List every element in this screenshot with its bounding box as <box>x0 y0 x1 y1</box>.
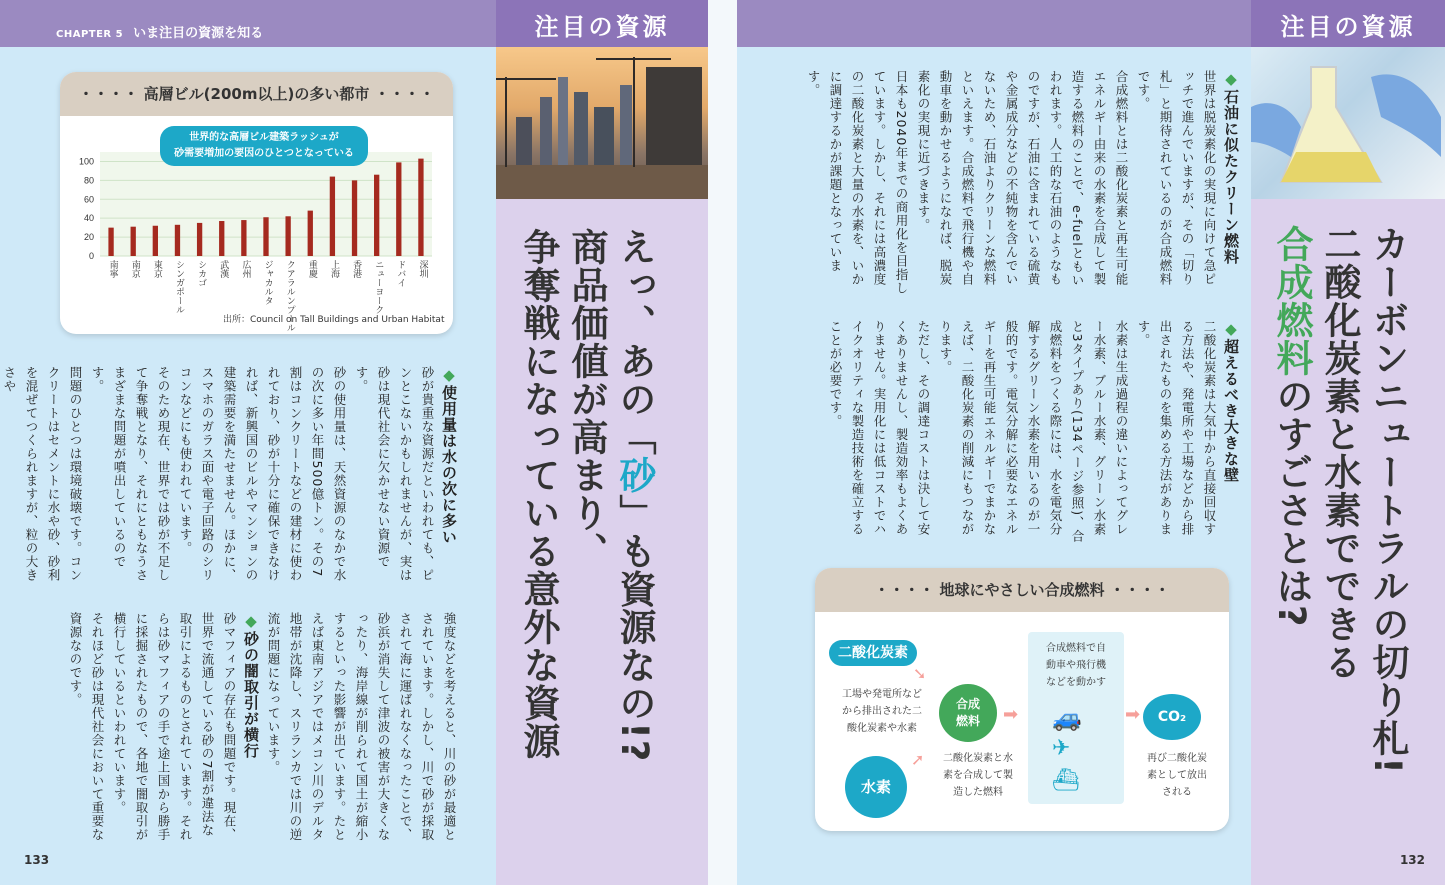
lab-flask-photo <box>1251 47 1445 199</box>
bar <box>330 177 335 256</box>
y-tick-label: 100 <box>78 156 94 167</box>
y-tick-label: 40 <box>83 213 94 224</box>
right-headline <box>1267 225 1411 865</box>
headline-part: 争奪戦になっている意外な資源 <box>517 228 560 760</box>
fuel-use-box <box>1028 632 1124 804</box>
paragraph: ただし、その調達コストは決して安くありませんし、製造効率もよくありません。実用化には低コストでハイクオリティな製造技術を確立することが必要です。 <box>828 320 931 536</box>
section-heading: ◆砂の闇取引が横行 <box>242 612 260 759</box>
paragraph: 強度などを考えると、川の砂が最適とされています。しかし、川で砂が採取されて海に運ばれなくなったことで、砂浜が消失して津波の被害が大きくなったり、海岸線が削られて国土が縮小するといった影響が出ています。たとえば東南アジアではメコン川のデルタ地帯が沈降し、スリランカでは川の逆流が問題になっています。 <box>266 612 457 842</box>
x-tick-label: 重慶 <box>306 260 317 278</box>
chart-callout <box>160 126 368 166</box>
callout-line: 砂需要増加の要因のひとつとなっている <box>174 148 354 159</box>
right-tag: 注目の資源 <box>1251 0 1445 47</box>
headline-part: カーボンニュートラルの切り札! <box>1366 225 1409 775</box>
headline-part: のすごさとは? <box>1270 377 1313 628</box>
paragraph: 問題のひとつは環境破壊です。コンクリートはセメントに水や砂、砂利を混ぜてつくられますが、粒の大きさや <box>2 366 83 582</box>
bar <box>374 175 379 256</box>
car-icon: 🚙 <box>1052 704 1082 732</box>
fuel-use-description: 合成燃料で自 動車や飛行機 などを動かす <box>1046 643 1106 688</box>
bar <box>219 221 224 256</box>
right-body-block-1 <box>806 70 1242 295</box>
right-body-block-2 <box>812 320 1242 545</box>
x-tick-label: 広州 <box>240 260 251 278</box>
callout-line: 世界的な高層ビル建築ラッシュが <box>189 132 339 143</box>
bar <box>418 159 423 256</box>
paragraph: 世界は脱炭素化の実現に向けて急ピッチで進んでいますが、その「切り札」と期待されているのが合成燃料です。 <box>1136 70 1217 286</box>
page-number: 132 <box>1399 853 1425 867</box>
paragraph: 砂が貴重な資源だといわれても、ピンとこないかもしれませんが、実は砂は現代社会に欠かせない資源です。 <box>354 366 435 582</box>
fuel-description: 二酸化炭素と水 素を合成して製 造した燃料 <box>943 753 1013 798</box>
left-tag: 注目の資源 <box>496 0 708 47</box>
release-description: 再び二酸化炭 素として放出 される <box>1147 753 1207 798</box>
arrow-icon: ➡ <box>1003 704 1019 725</box>
x-tick-label: ニューヨーク <box>373 260 384 314</box>
headline-highlight: 砂 <box>613 456 656 494</box>
section-heading: ◆超えるべき大きな壁 <box>1222 320 1240 483</box>
paragraph: そのため現在、世界では砂が不足して争奪戦となり、それにともなうさまざまな問題が噴出しているのです。 <box>90 366 171 582</box>
co2-label: 二酸化炭素 <box>829 640 917 666</box>
bar <box>108 228 113 256</box>
chart-source: 出所：Council on Tall Buildings and Urban Habitat <box>223 315 445 325</box>
paragraph: 日本も2040年までの商用化を目指しています。しかし、それには高濃度の二酸化炭素と大量の水素を、いかに調達するかが課題となっています。 <box>806 70 909 295</box>
synthetic-fuel-node: 合成 燃料 <box>939 684 997 742</box>
page-number: 133 <box>24 853 50 867</box>
x-tick-label: クアラルンプール <box>284 260 295 332</box>
x-tick-label: 南京 <box>129 260 140 278</box>
paragraph: それほど砂は現代社会において重要な資源なのです。 <box>68 612 105 842</box>
skyscraper-chart-card <box>60 72 453 334</box>
x-tick-label: 香港 <box>351 260 362 278</box>
left-page <box>0 0 708 885</box>
x-tick-label: 東京 <box>151 260 162 278</box>
headline-part: 二酸化炭素と水素でできる <box>1318 225 1361 681</box>
x-tick-label: 武漢 <box>218 260 229 278</box>
co2-description: 工場や発電所など から排出された二 酸化炭素や水素 <box>842 689 922 734</box>
y-tick-label: 60 <box>83 194 94 205</box>
bar <box>285 216 290 256</box>
ship-icon: ⛴ <box>1052 768 1080 793</box>
co2-out-node: CO₂ <box>1143 694 1201 740</box>
arrow-icon: ➡ <box>1125 704 1141 725</box>
bar <box>396 162 401 256</box>
right-page <box>737 0 1445 885</box>
x-tick-label: シカゴ <box>196 260 207 287</box>
chart-card-title: ・・・・ 高層ビル(200m以上)の多い都市 ・・・・ <box>60 72 453 116</box>
arrow-icon: ➘ <box>913 664 927 683</box>
headline-part: 」も資源なの!? <box>613 494 656 763</box>
y-tick-label: 20 <box>83 232 94 243</box>
paragraph: 砂マフィアの存在も問題です。現在、世界で流通している砂の7割が違法な取引によるものとされています。それらは砂マフィアの手で途上国から勝手に採掘されたもので、各地で闇取引が横行しているといわれています。 <box>112 612 237 842</box>
bar <box>197 223 202 256</box>
city-construction-photo <box>496 47 708 199</box>
section-heading: ◆使用量は水の次に多い <box>440 366 458 545</box>
book-gutter <box>708 0 737 885</box>
paragraph: 砂の使用量は、天然資源のなかで水の次に多い年間500億トン。その7割はコンクリートなどの建材に使われており、砂が十分に確保できなければ、新興国のビルやマンションの建築需要を満たせません。ほかに、スマホのガラス面や電子回路のシリコンなどにも使われています。 <box>178 366 347 582</box>
chapter-label <box>56 22 263 41</box>
x-tick-label: 深圳 <box>417 260 428 278</box>
headline-part: 商品価値が高まり、 <box>565 228 608 570</box>
x-tick-label: ジャカルタ <box>262 260 273 305</box>
synthetic-fuel-diagram-card <box>815 568 1229 831</box>
chapter-title: いま注目の資源を知る <box>133 26 264 41</box>
left-body-block-2 <box>60 612 460 842</box>
x-tick-label: ドバイ <box>395 260 406 287</box>
bar <box>241 220 246 256</box>
bar <box>153 226 158 256</box>
paragraph: 水素は生成過程の違いによってグレー水素、ブルー水素、グリーン水素と3タイプあり(134ページ参照)、合成燃料をつくる際には、水を電気分解するグリーン水素を用いるのが一般的です。電気分解に必要なエネルギーを再生可能エネルギーでまかなえば、二酸化炭素の削減にもつながります。 <box>938 320 1129 544</box>
section-heading: ◆石油に似たクリーン燃料 <box>1222 70 1240 265</box>
bar <box>175 225 180 256</box>
bar <box>308 211 313 256</box>
bar <box>352 180 357 256</box>
x-tick-label: 南寧 <box>107 260 118 278</box>
x-tick-label: シンガポール <box>174 260 185 314</box>
headline-part: えっ、あの「 <box>613 228 656 456</box>
left-body-block-1 <box>2 366 460 586</box>
y-tick-label: 0 <box>88 251 94 261</box>
bar <box>131 227 136 256</box>
bar <box>263 217 268 256</box>
paragraph: 二酸化炭素は大気中から直接回収する方法や、発電所や工場などから排出されたものを集める方法があります。 <box>1136 320 1217 536</box>
chapter-prefix: CHAPTER 5 <box>56 29 124 40</box>
paragraph: 合成燃料とは二酸化炭素と再生可能エネルギー由来の水素を合成して製造する燃料のことで、e-fuelともいわれます。人工的な石油のようなものですが、石油に含まれている硫黄や金属成分などの不純物を含んでいないため、石油よりクリーンな燃料といえます。合成燃料で飛行機や自動車を動かせるようになれば、脱炭素化の実現に近づきます。 <box>916 70 1129 288</box>
y-tick-label: 80 <box>83 175 94 186</box>
x-tick-label: 上海 <box>328 260 339 278</box>
airplane-icon: ✈ <box>1052 736 1071 761</box>
arrow-icon: ➚ <box>911 750 925 769</box>
hydrogen-label: 水素 <box>845 756 907 818</box>
diagram-title: ・・・・ 地球にやさしい合成燃料 ・・・・ <box>815 568 1229 612</box>
left-headline <box>514 228 658 788</box>
headline-highlight: 合成燃料 <box>1270 225 1313 377</box>
